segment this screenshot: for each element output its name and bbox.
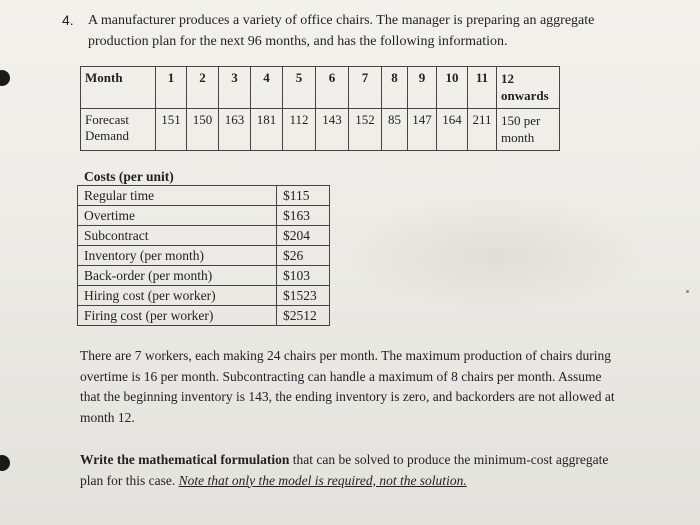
task-text: that can be solved to produce the minimum-cost aggregate plan for this case. <box>80 452 609 488</box>
cost-label: Inventory (per month) <box>78 246 277 266</box>
problem-paragraph: There are 7 workers, each making 24 chairs per month. The maximum production of chairs during overtime is 16 per month. Subcontracting can handle a maximum of 8 chairs per month. Assume that the beginning inventory is 143, the ending inventory is zero, and backorders are not allowed at month 12. <box>80 348 615 425</box>
forecast-cell: 147 <box>408 109 437 151</box>
binder-hole-bottom <box>0 455 10 471</box>
month-cell: 8 <box>382 67 408 109</box>
cost-value: $1523 <box>277 286 330 306</box>
forecast-cell: 150 <box>187 109 219 151</box>
cost-row <box>78 206 330 226</box>
task-bold: Write the mathematical formulation <box>80 452 290 467</box>
paper-speck <box>686 290 689 293</box>
demand-table <box>80 66 560 151</box>
month-cell: 7 <box>349 67 382 109</box>
cost-value: $115 <box>277 186 330 206</box>
month-cell: 11 <box>468 67 497 109</box>
cost-label: Regular time <box>78 186 277 206</box>
cost-row <box>78 226 330 246</box>
cost-row <box>78 266 330 286</box>
month-row <box>81 67 560 109</box>
binder-hole-top <box>0 70 10 86</box>
month-cell: 12 onwards <box>497 67 560 109</box>
month-cell: 2 <box>187 67 219 109</box>
bleed-through-shadow <box>345 195 645 315</box>
cost-row <box>78 186 330 206</box>
cost-row <box>78 286 330 306</box>
forecast-cell: 152 <box>349 109 382 151</box>
cost-label: Subcontract <box>78 226 277 246</box>
costs-title: Costs (per unit) <box>84 169 174 184</box>
task-note: Note that only the model is required, not the solution. <box>178 472 467 488</box>
forecast-cell: 163 <box>219 109 251 151</box>
costs-table <box>77 185 330 326</box>
task-statement <box>80 450 620 491</box>
month-cell: 4 <box>251 67 283 109</box>
forecast-cell: 211 <box>468 109 497 151</box>
cost-value: $204 <box>277 226 330 246</box>
month-cell: 1 <box>156 67 187 109</box>
month-cell: 6 <box>316 67 349 109</box>
cost-label: Hiring cost (per worker) <box>78 286 277 306</box>
forecast-cell: 112 <box>283 109 316 151</box>
month-label: Month <box>81 67 156 109</box>
forecast-cell: 143 <box>316 109 349 151</box>
cost-row <box>78 306 330 326</box>
cost-value: $103 <box>277 266 330 286</box>
forecast-label: Forecast Demand <box>81 109 156 151</box>
question-intro: A manufacturer produces a variety of office chairs. The manager is preparing an aggregate production plan for the next 96 months, and has the following information. <box>88 13 595 49</box>
cost-label: Overtime <box>78 206 277 226</box>
cost-label: Firing cost (per worker) <box>78 306 277 326</box>
forecast-cell: 85 <box>382 109 408 151</box>
month-cell: 10 <box>437 67 468 109</box>
cost-value: $2512 <box>277 306 330 326</box>
forecast-cell: 164 <box>437 109 468 151</box>
forecast-cell: 151 <box>156 109 187 151</box>
forecast-cell: 150 per month <box>497 109 560 151</box>
cost-value: $163 <box>277 206 330 226</box>
month-cell: 3 <box>219 67 251 109</box>
month-cell: 9 <box>408 67 437 109</box>
question-number: 4. <box>62 12 74 28</box>
month-cell: 5 <box>283 67 316 109</box>
forecast-cell: 181 <box>251 109 283 151</box>
cost-value: $26 <box>277 246 330 266</box>
cost-row <box>78 246 330 266</box>
forecast-row <box>81 109 560 151</box>
cost-label: Back-order (per month) <box>78 266 277 286</box>
